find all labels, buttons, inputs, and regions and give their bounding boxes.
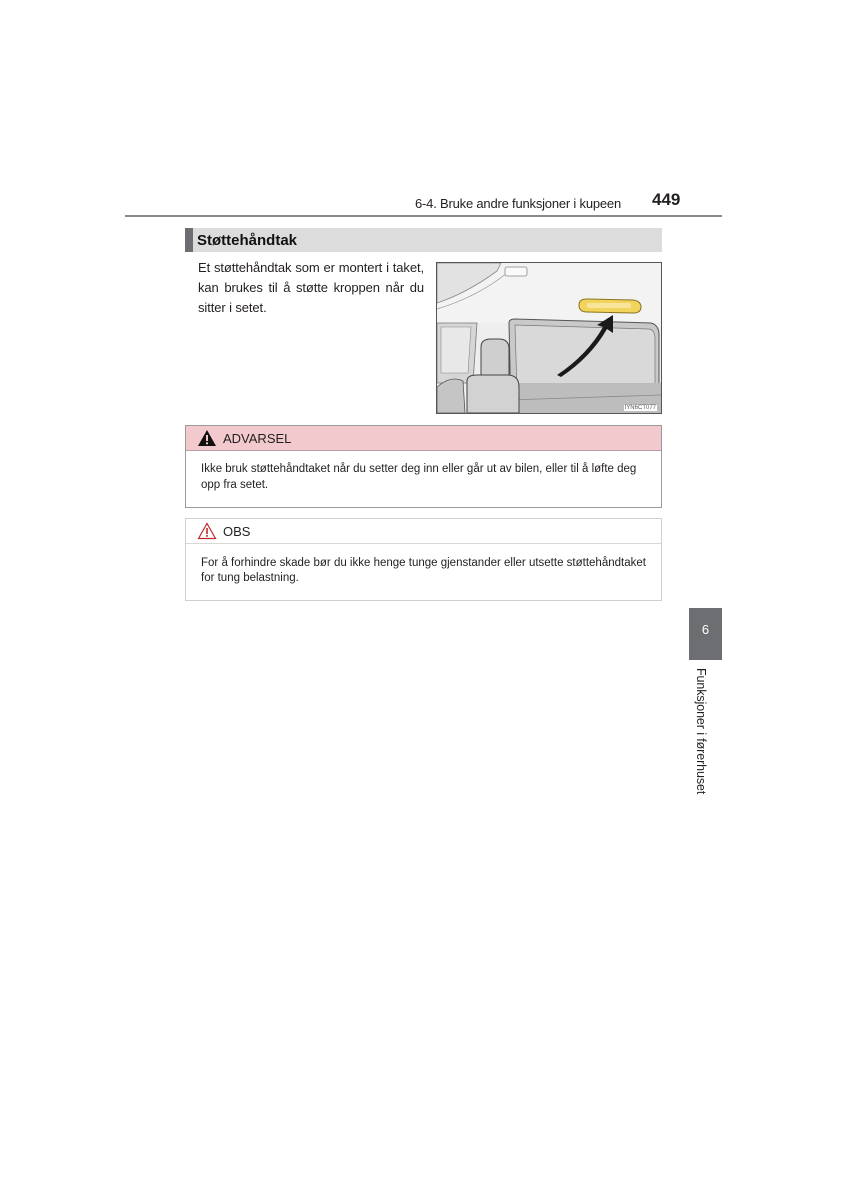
- warning-text: Ikke bruk støttehåndtaket når du setter deg inn eller går ut av bilen, eller til å løfte deg opp fra setet.: [201, 463, 637, 491]
- chapter-number: 6: [701, 622, 710, 637]
- caution-triangle-icon: [197, 522, 217, 545]
- assist-grip-illustration: [436, 262, 662, 414]
- warning-label: ADVARSEL: [223, 431, 292, 446]
- warning-box: [185, 425, 662, 508]
- header-rule: [125, 215, 722, 217]
- car-interior-drawing: [437, 263, 661, 413]
- section-body-text: Et støttehåndtak som er montert i taket, kan brukes til å støtte kroppen når du sitter i setet.: [198, 260, 424, 315]
- warning-triangle-icon: [197, 429, 217, 452]
- page-number: 449: [652, 190, 681, 209]
- chapter-tab: [689, 608, 722, 660]
- notice-text: For å forhindre skade bør du ikke henge tunge gjenstander eller utsette støttehåndtaket for tung belastning.: [201, 557, 646, 584]
- section-title: Støttehåndtak: [197, 232, 298, 249]
- running-header-section: 6-4. Bruke andre funksjoner i kupeen: [415, 196, 621, 211]
- notice-label: OBS: [223, 524, 251, 539]
- notice-header: [186, 519, 661, 544]
- section-heading-accent: [185, 228, 193, 252]
- warning-header: [186, 426, 661, 451]
- chapter-name: Funksjoner i førerhuset: [694, 668, 708, 795]
- section-heading-bar: [185, 228, 662, 252]
- notice-box: [185, 518, 662, 601]
- figure-code: IYN6CT077: [624, 405, 656, 411]
